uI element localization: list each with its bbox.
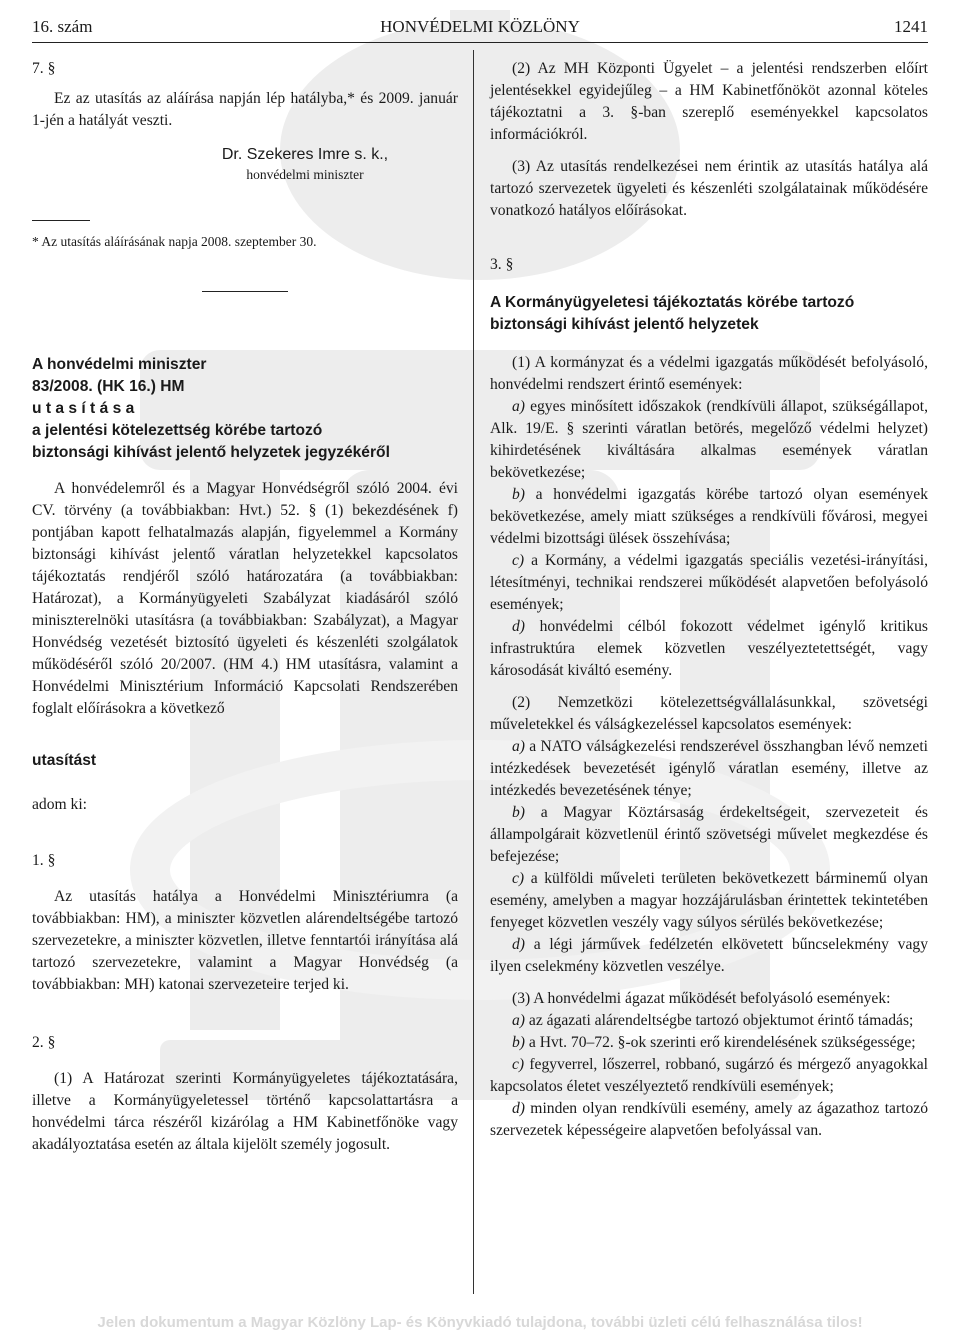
page-number: 1241 <box>894 17 928 36</box>
section-7-heading: 7. § <box>32 60 56 77</box>
instruction-heading <box>32 354 458 464</box>
s3-para-1-b: b) a honvédelmi igazgatás körébe tartozó olyan események bekövetkezése, amely miatt szükséges a rendkívüli fővárosi, megyei védelmi bizottsági ülések összehívása; <box>490 486 928 547</box>
footnote: * Az utasítás aláírásának napja 2008. szeptember 30. <box>32 234 317 249</box>
section-3-title-2: biztonsági kihívást jelentő helyzetek <box>490 316 759 333</box>
s3-para-2-c: c) a külföldi műveleti területen bekövetkezett bárminemű olyan esemény, amelyben a magyar hozzájárulásban érintettek tekintetében fenyeget közvetlen veszély vagy súlyos sérülés bekövetkezése; <box>490 870 928 931</box>
separator-rule <box>202 291 288 292</box>
s3-para-3: (3) A honvédelmi ágazat működését befolyásoló események: <box>512 990 891 1007</box>
s3-para-1-d: d) honvédelmi célból fokozott védelmet igénylő kritikus infrastruktúra elemek közvetlen veszélyeztetettségét, vagy károsodását kiváltó esemény. <box>490 618 928 679</box>
s3-para-2-b: b) a Magyar Köztársaság érdekeltségeit, szervezeteit és állampolgárait közvetlenül érintő szövetségi művelet megkezdése és befejezése; <box>490 804 928 865</box>
section-2-heading: 2. § <box>32 1034 56 1051</box>
instruction-title-1: a jelentési kötelezettség körébe tartozó <box>32 422 323 439</box>
s3-para-1: (1) A kormányzat és a védelmi igazgatás működését befolyásoló, honvédelmi rendszert érintő események: <box>490 354 928 393</box>
instruction-number: 83/2008. (HK 16.) HM <box>32 378 185 395</box>
s3-para-1-c: c) a Kormány, a védelmi igazgatás speciális vezetési-irányítási, létesítményi, technikai rendszerei működését alapvetően befolyásoló események; <box>490 552 928 613</box>
instruction-type: u t a s í t á s a <box>32 400 135 417</box>
section-2-para-1: (1) A Határozat szerinti Kormányügyeletes tájékoztatására, illetve a Kormányügyeletessel történő kapcsolattartásra a honvédelmi tárca részéről kizárólag a HM Kabinetfőnöke vagy akadályoztatása esetén az általa kijelölt személy jogosult. <box>32 1070 458 1153</box>
section-2-para-2: (2) Az MH Központi Ügyelet – a jelentési rendszerben előírt jelentésekkel egyidejűleg – a HM Kabinetfőnököt azonnal köteles tájékoztatni a 3. §-ban szereplő eseményekkel kapcsolatos információkról. <box>490 60 928 143</box>
signer-name: Dr. Szekeres Imre s. k., <box>221 146 389 163</box>
adom-ki: adom ki: <box>32 796 88 813</box>
s3-para-3-b: b) a Hvt. 70–72. §-ok szerinti erő kirendelésének szükségessége; <box>512 1034 916 1051</box>
copyright-notice: Jelen dokumentum a Magyar Közlöny Lap- és Könyvkiadó tulajdona, további üzleti célú felhasználása tilos! <box>97 1314 863 1331</box>
section-3-title-1: A Kormányügyeletesi tájékoztatás körébe tartozó <box>490 294 855 311</box>
s3-para-3-a: a) az ágazati alárendeltségbe tartozó objektumot érintő támadás; <box>512 1012 914 1029</box>
column-divider <box>473 50 474 1294</box>
section-2-para-3: (3) Az utasítás rendelkezései nem érintik az utasítás hatálya alá tartozó szervezetek ügyeleti és készenléti szolgálatainak működésére vonatkozó hatályos előírásokat. <box>490 158 928 219</box>
page-header <box>32 14 928 43</box>
section-1-heading: 1. § <box>32 852 56 869</box>
s3-para-2-d: d) a légi járművek fedélzetén elkövetett bűncselekmény vagy ilyen cselekmény közvetlen veszélye. <box>490 936 928 975</box>
s3-para-3-d: d) minden olyan rendkívüli esemény, amely az ágazathoz tartozó szervezetek képességeire alapvetően befolyással van. <box>490 1100 928 1139</box>
section-3-heading: 3. § <box>490 256 514 273</box>
journal-title: HONVÉDELMI KÖZLÖNY <box>380 17 580 36</box>
instruction-title-2: biztonsági kihívást jelentő helyzetek jegyzékéről <box>32 444 390 461</box>
right-column <box>490 58 928 1142</box>
issue-number: 16. szám <box>32 17 93 36</box>
s3-para-1-a: a) egyes minősített időszakok (rendkívüli állapot, szükségállapot, Alk. 19/E. § szerinti váratlan betörés, megelőző védelmi helyzet) kihirdetésének kiváltására alkalmas események váratlan bekövetkezése; <box>490 398 928 481</box>
utasitast-label: utasítást <box>32 752 97 769</box>
s3-para-2: (2) Nemzetközi kötelezettségvállalásunkkal, szövetségi műveletekkel és válságkezeléssel kapcsolatos események: <box>490 694 928 733</box>
s3-para-3-c: c) fegyverrel, lőszerrel, robbanó, sugárzó és mérgező anyagokkal kapcsolatos életet veszélyeztető rendkívüli események; <box>490 1056 928 1095</box>
signer-title: honvédelmi miniszter <box>246 167 364 182</box>
s3-para-2-a: a) a NATO válságkezelési rendszerével összhangban lévő nemzeti intézkedések bevezetését igénylő váratlan esemény, illetve az intézkedés bevezetésének ténye; <box>490 738 928 799</box>
section-7-text: Ez az utasítás az aláírása napján lép hatályba,* és 2009. január 1-jén a hatályát veszti. <box>32 90 458 129</box>
preamble: A honvédelemről és a Magyar Honvédségről szóló 2004. évi CV. törvény (a továbbiakban: Hvt.) 52. § (1) bekezdésének f) pontjában kapott felhatalmazás alapján, figyelemmel a Kormány biztonsági kihívást jelentő váratlan helyzetekkel kapcsolatos tájékoztatás rendjéről szóló határozatára (a továbbiakban: Határozat), a Kormányügyeleti Szabályzat kiadásáról szóló miniszterelnöki utasításra (a továbbiakban: Szabályzat), a Magyar Honvédség vezetését biztosító ügyeleti és készenléti szolgálatok működéséről szóló 20/2007. (HM 4.) HM utasításra, valamint a Honvédelmi Minisztérium Információ Kapcsolati Rendszerében foglalt előírásokra a következő <box>32 480 458 717</box>
footnote-rule <box>32 220 90 221</box>
issuer: A honvédelmi miniszter <box>32 356 207 373</box>
left-column <box>32 58 458 1156</box>
section-1-text: Az utasítás hatálya a Honvédelmi Minisztériumra (a továbbiakban: HM), a miniszter közvetlen alárendeltségébe tartozó szervezetekre, a miniszter közvetlen, illetve fenntartói irányítása alá tartozó szervezetekre, valamint a Magyar Honvédség (a továbbiakban: MH) katonai szervezeteire terjed ki. <box>32 888 458 993</box>
